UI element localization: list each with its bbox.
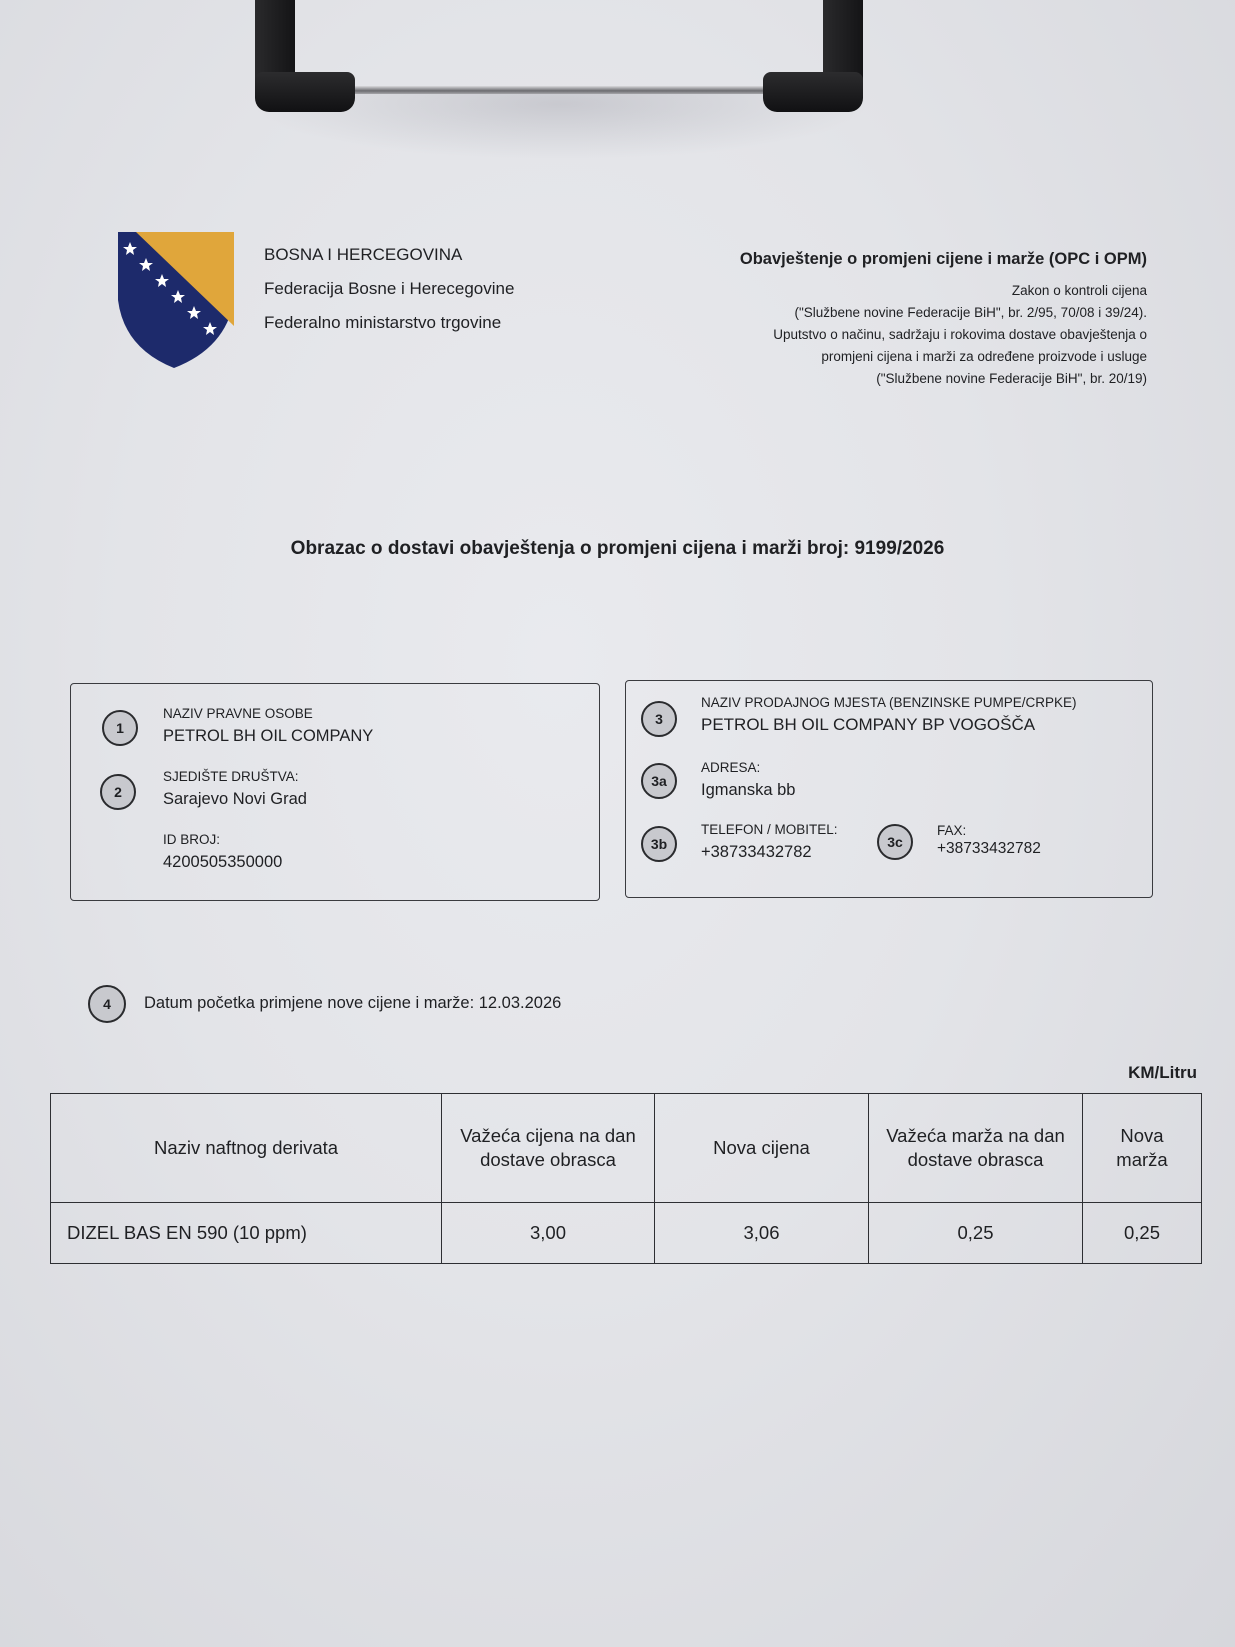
law-line: Zakon o kontroli cijena xyxy=(1011,283,1147,298)
federation-name: Federacija Bosne i Herecegovine xyxy=(264,279,515,298)
form-title: Obrazac o dostavi obavještenja o promjeni cijena i marži broj: 9199/2026 xyxy=(290,538,945,559)
law-line: promjeni cijena i marži za određene proizvode i usluge xyxy=(821,349,1147,364)
new-margin-cell: 0,25 xyxy=(1083,1203,1202,1264)
column-header-new-price: Nova cijena xyxy=(655,1094,869,1203)
product-name-cell: DIZEL BAS EN 590 (10 ppm) xyxy=(51,1203,442,1264)
company-name-value: PETROL BH OIL COMPANY xyxy=(163,727,374,745)
unit-label: KM/Litru xyxy=(1128,1063,1197,1082)
station-name-value: PETROL BH OIL COMPANY BP VOGOŠČA xyxy=(701,715,1036,734)
station-info-box xyxy=(625,680,1153,898)
coat-of-arms-logo xyxy=(116,230,236,370)
field-number-3: 3 xyxy=(641,701,677,737)
price-table xyxy=(50,1093,1202,1264)
field-number-3b: 3b xyxy=(641,826,677,862)
field-number-3c: 3c xyxy=(877,824,913,860)
table-row xyxy=(51,1203,1202,1264)
column-header-product: Naziv naftnog derivata xyxy=(51,1094,442,1203)
company-id-value: 4200505350000 xyxy=(163,853,283,871)
column-header-new-margin: Nova marža xyxy=(1083,1094,1202,1203)
notice-block xyxy=(587,250,1147,390)
field-number-2: 2 xyxy=(100,774,136,810)
station-fax-value: +38733432782 xyxy=(937,840,1041,857)
ministry-name: Federalno ministarstvo trgovine xyxy=(264,313,502,332)
start-date-text: Datum početka primjene nove cijene i marže: 12.03.2026 xyxy=(144,994,562,1012)
station-fax-label: FAX: xyxy=(937,823,967,838)
company-info-box xyxy=(70,683,600,901)
field-number-1: 1 xyxy=(102,710,138,746)
company-name-label: NAZIV PRAVNE OSOBE xyxy=(163,706,313,721)
current-price-cell: 3,00 xyxy=(442,1203,655,1264)
law-line: ("Službene novine Federacije BiH", br. 2/95, 70/08 i 39/24). xyxy=(794,305,1147,320)
column-header-current-margin: Važeća marža na dan dostave obrasca xyxy=(869,1094,1083,1203)
issuer-block xyxy=(264,245,514,347)
station-phone-label: TELEFON / MOBITEL: xyxy=(701,822,838,837)
company-seat-value: Sarajevo Novi Grad xyxy=(163,790,307,808)
field-number-4: 4 xyxy=(88,985,126,1023)
new-price-cell: 3,06 xyxy=(655,1203,869,1264)
company-seat-label: SJEDIŠTE DRUŠTVA: xyxy=(163,769,299,784)
station-name-label: NAZIV PRODAJNOG MJESTA (BENZINSKE PUMPE/CRPKE) xyxy=(701,695,1077,710)
column-header-current-price: Važeća cijena na dan dostave obrasca xyxy=(442,1094,655,1203)
notice-heading: Obavještenje o promjeni cijene i marže (OPC i OPM) xyxy=(739,250,1147,268)
clipboard-clip xyxy=(250,0,870,120)
country-name: BOSNA I HERCEGOVINA xyxy=(264,245,463,264)
law-line: Uputstvo o načinu, sadržaju i rokovima dostave obavještenja o xyxy=(773,327,1147,342)
station-address-label: ADRESA: xyxy=(701,760,761,775)
company-id-label: ID BROJ: xyxy=(163,832,221,847)
current-margin-cell: 0,25 xyxy=(869,1203,1083,1264)
law-line: ("Službene novine Federacije BiH", br. 20/19) xyxy=(876,371,1147,386)
station-phone-value: +38733432782 xyxy=(701,843,812,861)
station-address-value: Igmanska bb xyxy=(701,781,796,799)
field-number-3a: 3a xyxy=(641,763,677,799)
